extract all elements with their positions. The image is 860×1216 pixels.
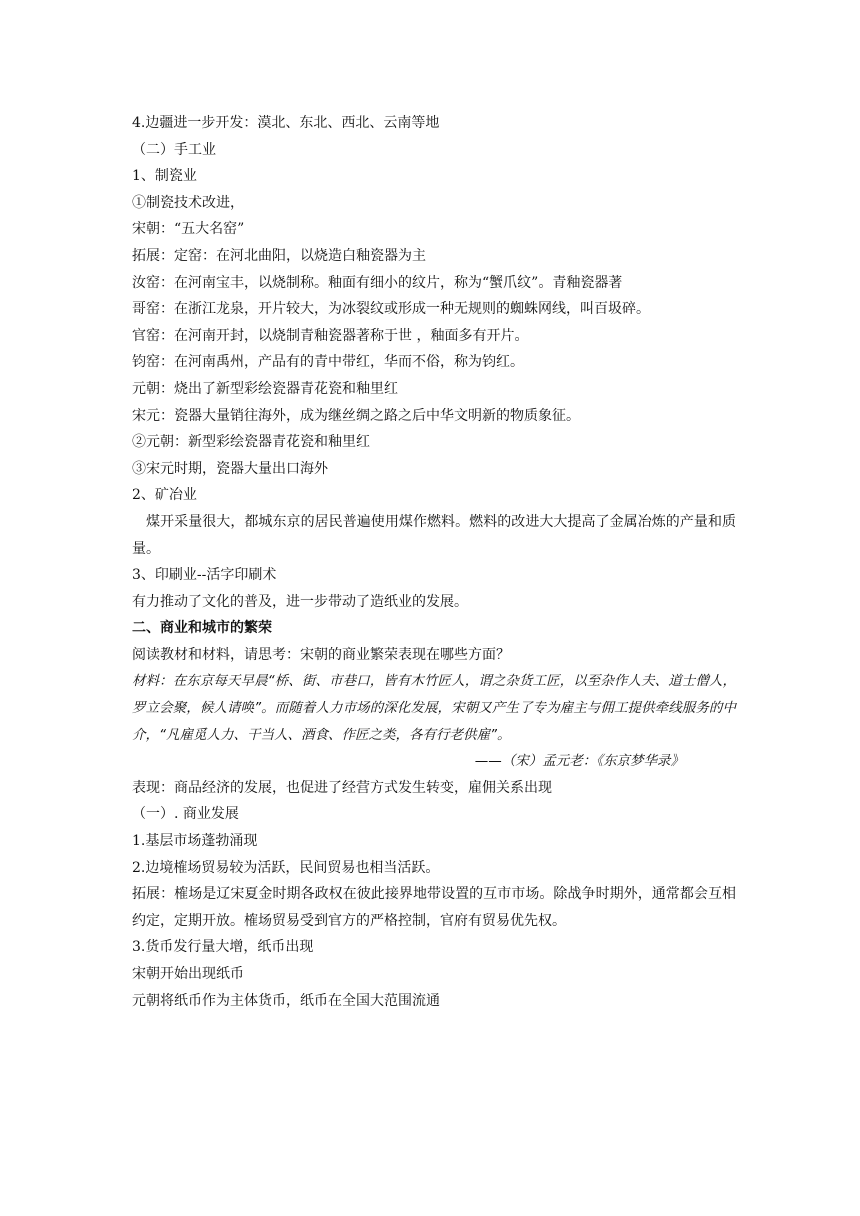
section-heading: （一）. 商业发展 bbox=[132, 806, 239, 823]
text-line: 拓展：定窑：在河北曲阳，以烧造白釉瓷器为主 bbox=[132, 247, 426, 264]
text-line: 3.货币发行量大增，纸币出现 bbox=[132, 939, 314, 956]
document-body bbox=[132, 110, 736, 1014]
subsection-heading: 1、制瓷业 bbox=[132, 168, 197, 185]
text-line: 宋朝开始出现纸币 bbox=[132, 966, 244, 982]
text-line: 钧窑：在河南禹州，产品有的青中带红，华而不俗，称为钧红。 bbox=[132, 354, 524, 371]
text-line: ③宋元时期，瓷器大量出口海外 bbox=[132, 460, 328, 477]
text-line: 汝窑：在河南宝丰，以烧制称。釉面有细小的纹片，称为“蟹爪纹”。青釉瓷器著 bbox=[132, 274, 623, 291]
section-heading-bold: 二、商业和城市的繁荣 bbox=[132, 620, 272, 637]
text-line: 2.边境榷场贸易较为活跃，民间贸易也相当活跃。 bbox=[132, 859, 440, 876]
text-line: 有力推动了文化的普及，进一步带动了造纸业的发展。 bbox=[132, 593, 468, 610]
paragraph: 煤开采量很大，都城东京的居民普遍使用煤作燃料。燃料的改进大大提高了金属冶炼的产量和质量。 bbox=[132, 513, 736, 557]
text-line: 元朝：烧出了新型彩绘瓷器青花瓷和釉里红 bbox=[132, 380, 398, 397]
text-line: 官窑：在河南开封，以烧制青釉瓷器著称于世 ，釉面多有开片。 bbox=[132, 327, 529, 344]
material-quote: 材料：在东京每天早晨“桥、街、市巷口，皆有木竹匠人，谓之杂货工匠，以至杂作人夫、道士僧人，罗立会聚，候人请唤”。而随着人力市场的深化发展，宋朝又产生了专为雇主与佣工提供牵线服务的中介，“凡雇觅人力、干当人、酒食、作匠之类，各有行老供雇”。 bbox=[132, 673, 736, 743]
subsection-heading: 2、矿冶业 bbox=[132, 487, 197, 504]
text-line: 哥窑：在浙江龙泉，开片较大，为冰裂纹或形成一种无规则的蜘蛛网线，叫百圾碎。 bbox=[132, 301, 650, 318]
text-line: ②元朝：新型彩绘瓷器青花瓷和釉里红 bbox=[132, 434, 370, 451]
text-line: 宋朝：“五大名窑” bbox=[132, 221, 245, 238]
text-line: 元朝将纸币作为主体货币，纸币在全国大范围流通 bbox=[132, 992, 440, 1009]
question-line: 阅读教材和材料，请思考：宋朝的商业繁荣表现在哪些方面？ bbox=[132, 646, 510, 663]
quote-source: ——（宋）孟元老：《东京梦华录》 bbox=[474, 753, 684, 770]
text-line: 4.边疆进一步开发：漠北、东北、西北、云南等地 bbox=[132, 115, 440, 131]
subsection-heading: 3、印刷业--活字印刷术 bbox=[132, 567, 277, 584]
text-line: 表现：商品经济的发展，也促进了经营方式发生转变，雇佣关系出现 bbox=[132, 779, 552, 796]
section-heading: （二）手工业 bbox=[132, 141, 216, 158]
text-line: 宋元：瓷器大量销往海外，成为继丝绸之路之后中华文明新的物质象征。 bbox=[132, 407, 580, 424]
paragraph: 拓展：榷场是辽宋夏金时期各政权在彼此接界地带设置的互市市场。除战争时期外，通常都会互相约定，定期开放。榷场贸易受到官方的严格控制，官府有贸易优先权。 bbox=[132, 886, 736, 929]
text-line: ①制瓷技术改进， bbox=[132, 194, 244, 211]
text-line: 1.基层市场蓬勃涌现 bbox=[132, 833, 258, 850]
